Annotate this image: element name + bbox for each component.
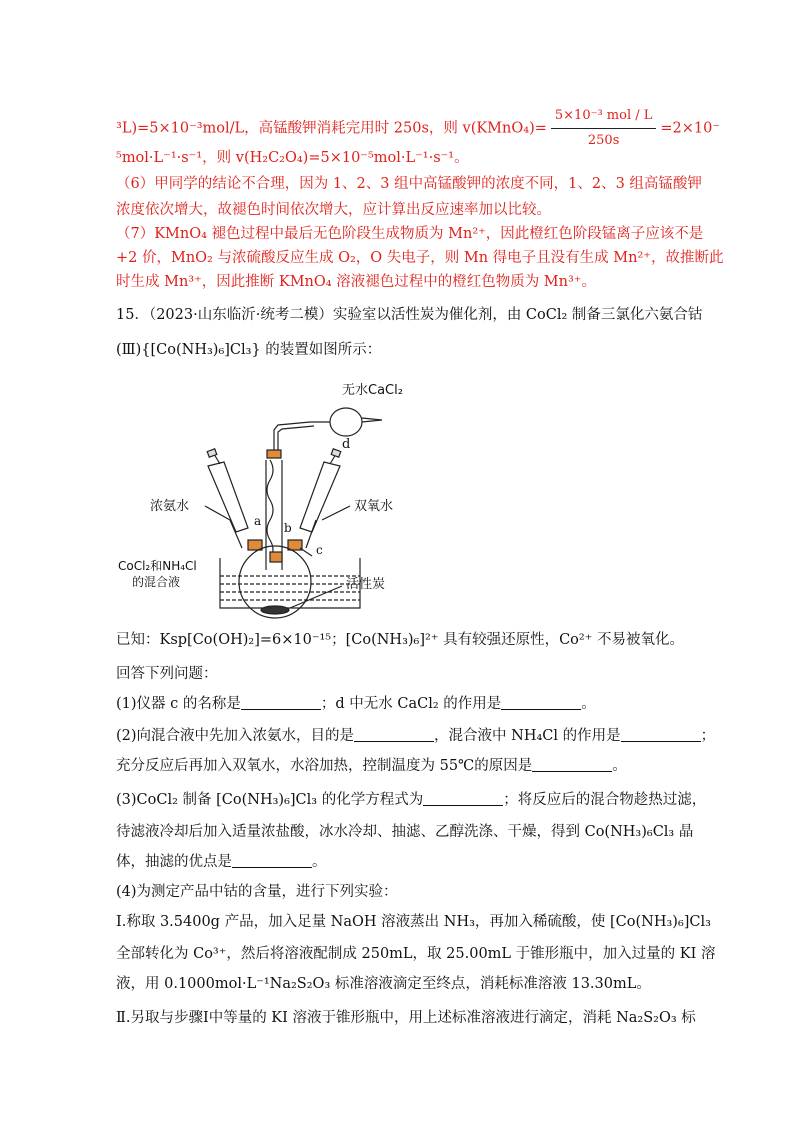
subquestion-text: (3)CoCl₂ 制备 [Co(NH₃)₆]Cl₃ 的化学方程式为 bbox=[116, 792, 424, 808]
label-carbon: 活性炭 bbox=[346, 577, 386, 592]
label-a: a bbox=[254, 514, 262, 528]
answer-blank[interactable] bbox=[232, 853, 312, 868]
answer-blank[interactable] bbox=[532, 757, 612, 772]
subquestion-text: 。 bbox=[581, 696, 596, 712]
subquestion-text: 充分反应后再加入双氧水，水浴加热，控制温度为 55℃的原因是 bbox=[116, 758, 533, 774]
subquestion-text: 体，抽滤的优点是 bbox=[116, 854, 232, 870]
question-15-line-1: 15．（2023·山东临沂·统考二模）实验室以活性炭为催化剂，由 CoCl₂ 制备三氯化六氨合钴 bbox=[116, 307, 703, 323]
label-mixture-1: CoCl₂和NH₄Cl bbox=[118, 559, 197, 573]
answer-6-line-1: （6）甲同学的结论不合理，因为 1、2、3 组中高锰酸钾的浓度不同，1、2、3 组高锰酸钾 bbox=[116, 176, 702, 192]
label-b: b bbox=[284, 521, 292, 535]
drying-tube-bulb bbox=[330, 408, 362, 436]
subquestion-4: (4)为测定产品中钴的含量，进行下列实验： bbox=[116, 884, 398, 900]
answer-6-line-2: 浓度依次增大，故褪色时间依次增大，应计算出反应速率加以比较。 bbox=[116, 202, 551, 218]
subquestion-text: (1)仪器 c 的名称是 bbox=[116, 696, 241, 712]
known-info: 已知：Ksp[Co(OH)₂]=6×10⁻¹⁵；[Co(NH₃)₆]²⁺ 具有较强还原性，Co²⁺ 不易被氧化。 bbox=[116, 632, 684, 648]
subquestion-text: ；将反应后的混合物趁热过滤， bbox=[503, 792, 707, 808]
activated-carbon bbox=[261, 606, 289, 614]
label-cacl2: 无水CaCl₂ bbox=[342, 383, 403, 398]
answer-blank[interactable] bbox=[354, 727, 434, 742]
answer-blank[interactable] bbox=[501, 695, 581, 710]
answer-7-line-2: +2 价，MnO₂ 与浓硫酸反应生成 O₂，O 失电子，则 Mn 得电子且没有生成 Mn²⁺，故推断此 bbox=[116, 250, 724, 266]
label-h2o2: 双氧水 bbox=[354, 499, 394, 514]
subquestion-3-line-3 bbox=[116, 852, 327, 872]
subquestion-text: 。 bbox=[612, 758, 627, 774]
answer-text: =2×10⁻ bbox=[660, 120, 721, 137]
step-1-line-1: Ⅰ.称取 3.5400g 产品，加入足量 NaOH 溶液蒸出 NH₃，再加入稀硫酸，使 [Co(NH₃)₆]Cl₃ bbox=[116, 914, 711, 930]
label-ammonia: 浓氨水 bbox=[150, 499, 190, 514]
subquestion-2-line-2 bbox=[116, 756, 627, 776]
fraction-numerator: 5×10⁻³ mol / L bbox=[551, 106, 657, 129]
answer-line-1 bbox=[116, 106, 720, 151]
answer-line-2: ⁵mol·L⁻¹·s⁻¹，则 v(H₂C₂O₄)=5×10⁻⁵mol·L⁻¹·s⁻¹。 bbox=[116, 150, 469, 166]
answer-text: ³L)=5×10⁻³mol/L，高锰酸钾消耗完用时 250s，则 v(KMnO₄)= bbox=[116, 120, 547, 137]
answer-7-line-1: （7）KMnO₄ 褪色过程中最后无色阶段生成物质为 Mn²⁺，因此橙红色阶段锰离子应该不是 bbox=[116, 226, 704, 242]
subquestion-text: ； bbox=[700, 728, 716, 744]
label-d: d bbox=[342, 437, 351, 452]
answer-7-line-3: 时生成 Mn³⁺，因此推断 KMnO₄ 溶液褪色过程中的橙红色物质为 Mn³⁺。 bbox=[116, 274, 596, 290]
subquestion-3-line-2: 待滤液冷却后加入适量浓盐酸，冰水冷却、抽滤、乙醇洗涤、干燥，得到 Co(NH₃)₆Cl₃ 晶 bbox=[116, 824, 694, 840]
subquestion-3-line-1 bbox=[116, 790, 706, 810]
subquestion-2-line-1 bbox=[116, 726, 715, 746]
subquestion-text: (2)向混合液中先加入浓氨水，目的是 bbox=[116, 728, 355, 744]
subquestion-text: 。 bbox=[312, 854, 327, 870]
answer-blank[interactable] bbox=[241, 695, 321, 710]
fraction-denominator: 250s bbox=[587, 133, 620, 148]
subquestion-1 bbox=[116, 694, 596, 714]
answer-prompt: 回答下列问题： bbox=[116, 666, 218, 682]
answer-blank[interactable] bbox=[621, 727, 701, 742]
apparatus-diagram bbox=[118, 370, 450, 620]
subquestion-text: ；d 中无水 CaCl₂ 的作用是 bbox=[320, 696, 502, 712]
step-1-line-3: 液，用 0.1000mol·L⁻¹Na₂S₂O₃ 标准溶液滴定至终点，消耗标准溶液 13.30mL。 bbox=[116, 976, 651, 992]
step-1-line-2: 全部转化为 Co³⁺，然后将溶液配制成 250mL，取 25.00mL 于锥形瓶中，加入过量的 KI 溶 bbox=[116, 946, 716, 962]
question-15-line-2: (Ⅲ){[Co(NH₃)₆]Cl₃} 的装置如图所示： bbox=[116, 342, 382, 358]
subquestion-text: ，混合液中 NH₄Cl 的作用是 bbox=[434, 728, 621, 744]
label-c: c bbox=[316, 543, 323, 557]
step-2-line-1: Ⅱ.另取与步骤Ⅰ中等量的 KI 溶液于锥形瓶中，用上述标准溶液进行滴定，消耗 Na₂S₂O₃ 标 bbox=[116, 1010, 696, 1026]
label-mixture-2: 的混合液 bbox=[132, 575, 181, 589]
rate-fraction bbox=[551, 106, 657, 151]
answer-blank[interactable] bbox=[423, 791, 503, 806]
